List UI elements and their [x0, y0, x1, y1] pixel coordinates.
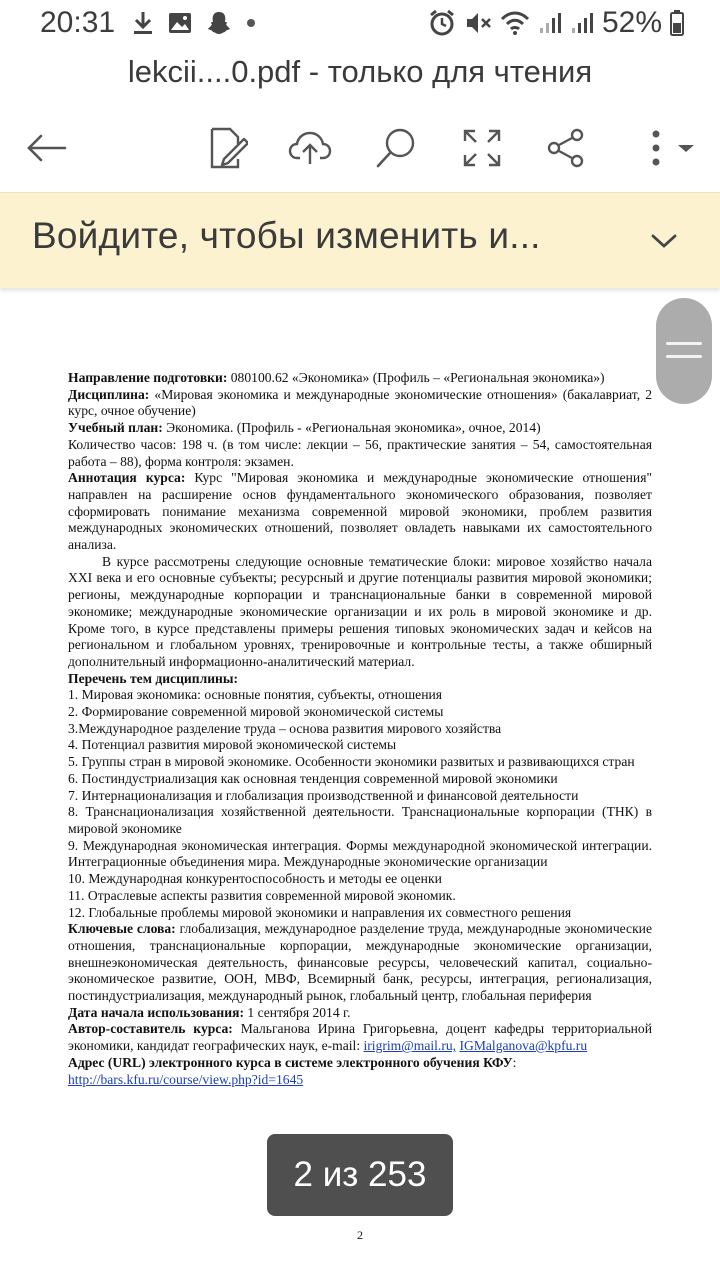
pdf-page-content [68, 370, 652, 1088]
topics-heading [68, 671, 652, 688]
toolbar [0, 112, 720, 182]
wifi-icon [500, 10, 530, 36]
alarm-icon [428, 9, 456, 37]
download-icon [132, 10, 154, 36]
napr-line [68, 370, 652, 387]
annotation-paragraph: В курсе рассмотрены следующие основные тематические блоки: мировое хозяйство начала XXI века и его основные субъекты; ресурсный и другие потенциалы развития мировой экономики; регионы, международные корпорации и транснациональные банки в современной мировой экономике; международные экономические организации и их роль в мировой экономике и др. Кроме того, в курсе представлены примеры решения типовых экономических задач и кейсов на региональном и глобальном уровнях, тренировочные и контрольные тесты, а также обширный дополнительный информационно-аналитический материал. [68, 553, 652, 669]
course-url [68, 1055, 652, 1088]
mute-icon [464, 9, 492, 37]
disc-line [68, 387, 652, 420]
system-icons [428, 6, 684, 40]
edit-document-icon [208, 127, 248, 169]
start-date [68, 1005, 652, 1022]
chevron-down-icon [650, 232, 678, 250]
scroll-handle[interactable] [656, 298, 712, 404]
notification-icons [132, 10, 256, 36]
grip-line [666, 355, 702, 358]
keywords-label: Ключевые слова: [68, 921, 176, 937]
battery-percent: 52% [601, 6, 662, 39]
banner-expand-button[interactable] [644, 221, 684, 261]
image-icon [168, 12, 192, 34]
email-link[interactable]: irigrim@mail.ru, [363, 1038, 457, 1054]
topic-item: 10. Международная конкурентоспособность и методы ее оценки [68, 871, 442, 887]
signal-icon [570, 11, 594, 35]
more-menu-icon [640, 128, 696, 168]
plan-label: Учебный план: [68, 420, 163, 436]
dot-icon [246, 18, 256, 28]
page-number: 2 [357, 1228, 363, 1242]
course-url-link[interactable]: http://bars.kfu.ru/course/view.php?id=1645 [68, 1071, 304, 1087]
page-counter: 2 из 253 [267, 1134, 453, 1216]
topic-item: 3.Международное разделение труда – основа развития мирового хозяйства [68, 720, 502, 736]
cloud-upload-icon [288, 130, 332, 166]
topic-item: 2. Формирование современной мировой экономической системы [68, 704, 444, 720]
annotation-label: Аннотация курса: [68, 470, 186, 486]
document-title: lekcii....0.pdf - только для чтения [127, 54, 593, 89]
disc-value: «Мировая экономика и международные экономические отношения» (бакалавриат, 2 курс, очное обучение) [68, 386, 652, 419]
plan-line [68, 420, 652, 437]
sign-in-banner[interactable] [0, 192, 720, 288]
start-date-label: Дата начала использования: [68, 1004, 244, 1020]
author [68, 1021, 652, 1054]
cloud-upload-button[interactable] [286, 124, 334, 172]
topic-item: 11. Отраслевые аспекты развития современной мировой экономик. [68, 887, 456, 903]
back-button[interactable] [22, 124, 70, 172]
email-link[interactable]: IGMalganova@kpfu.ru [459, 1038, 588, 1054]
topic-item: 6. Постиндустриализация как основная тенденция современной мировой экономики [68, 770, 558, 786]
signal-icon [538, 11, 562, 35]
status-bar [0, 0, 720, 48]
url-colon: : [512, 1054, 517, 1070]
banner-text: Войдите, чтобы изменить и... [32, 215, 541, 256]
back-arrow-icon [25, 133, 67, 163]
topic-item: 8. Транснационализация хозяйственной деятельности. Транснациональные корпорации (ТНК) в мировой экономике [68, 804, 652, 836]
fullscreen-button[interactable] [458, 124, 506, 172]
grip-line [666, 342, 702, 345]
topic-item: 9. Международная экономическая интеграция. Формы международной экономической интеграции. Интеграционные объединения мира. Международные экономические организации [68, 837, 652, 870]
share-icon [546, 128, 586, 168]
search-icon [375, 127, 417, 169]
topic-item: 4. Потенциал развития мировой экономической системы [68, 737, 397, 753]
snapchat-icon [206, 10, 232, 36]
napr-label: Направление подготовки: [68, 370, 228, 385]
status-time: 20:31 [40, 6, 116, 39]
disc-label: Дисциплина: [68, 386, 150, 402]
battery-icon [670, 10, 684, 36]
annotation [68, 470, 652, 554]
plan-value: Экономика. (Профиль - «Региональная экономика», очное, 2014) [162, 420, 541, 436]
more-menu-button[interactable] [636, 124, 700, 172]
topics-label: Перечень тем дисциплины: [68, 670, 239, 686]
url-label: Адрес (URL) электронного курса в системе электронного обучения КФУ [68, 1054, 513, 1070]
keywords-value: глобализация, международное разделение труда, международные экономические отношения, транснациональные корпорации, международные экономические организации, внешнеэкономическая деятельность, финансовые ресурсы, человеческий капитал, социально-экономическое развитие, ООН, МВФ, Всемирный банк, ресурсы, интеграция, регионализация, постиндустриализация, международный рынок, глобальный центр, глобальная периферия [68, 921, 652, 1004]
annotation-value: Курс "Мировая экономика и международные экономические отношения" направлен на расширение основ фундаментального экономического образования, позволяет сформировать понимание механизма современной мировой экономики, проблем развития международных экономических отношений, позволяет овладеть навыками их самостоятельного анализа. [68, 470, 652, 553]
start-date-value: 1 сентября 2014 г. [243, 1004, 351, 1020]
hours-line: Количество часов: 198 ч. (в том числе: лекции – 56, практические занятия – 54, самостоятельная работа – 88), форма контроля: экзамен. [68, 436, 652, 469]
search-button[interactable] [372, 124, 420, 172]
topic-item: 5. Группы стран в мировой экономике. Особенности экономики развитых и развивающихся стран [68, 754, 635, 770]
share-button[interactable] [542, 124, 590, 172]
keywords [68, 921, 652, 1005]
fullscreen-icon [463, 129, 501, 167]
author-label: Автор-составитель курса: [68, 1021, 233, 1037]
topic-item: 7. Интернационализация и глобализация производственной и финансовой деятельности [68, 787, 579, 803]
author-value: Мальганова Ирина Григорьевна, доцент кафедры территориальной экономики, кандидат географических наук, e-mail: [68, 1021, 652, 1054]
edit-button[interactable] [204, 124, 252, 172]
topic-item: 12. Глобальные проблемы мировой экономики и направления их совместного решения [68, 904, 572, 920]
napr-value: 080100.62 «Экономика» (Профиль – «Региональная экономика») [227, 370, 605, 385]
topic-item: 1. Мировая экономика: основные понятия, субъекты, отношения [68, 687, 443, 703]
